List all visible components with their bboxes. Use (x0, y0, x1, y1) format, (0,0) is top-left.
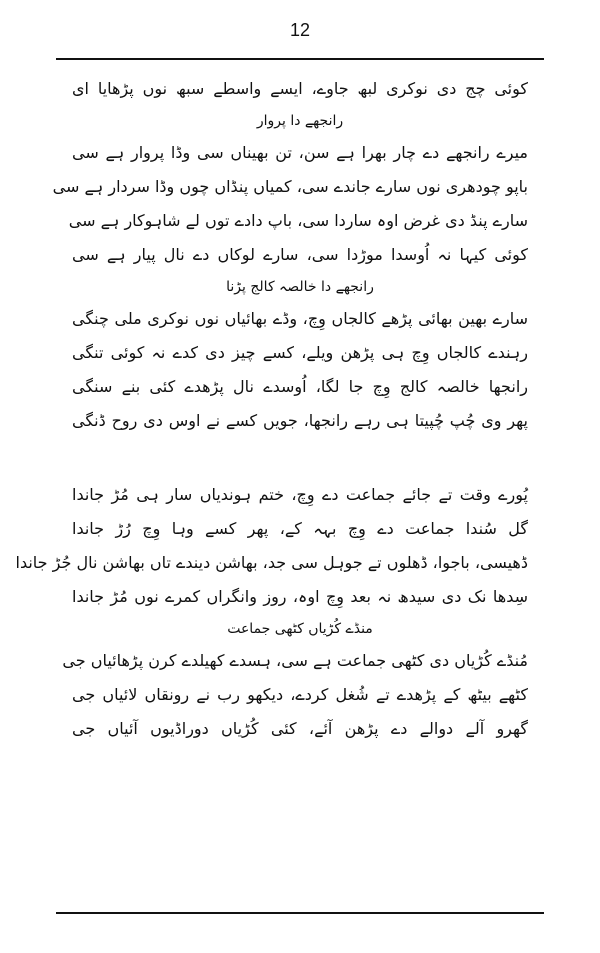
stanza-gap (72, 438, 528, 478)
poem-line: گھرو آلے دوالے دے پڑھن آئے، کئی کُڑیاں دوراڈیوں آئیاں جی (72, 719, 528, 738)
section-heading: رانجھے دا خالصہ کالج پڑنا (226, 279, 374, 295)
poem-line: سِدھا نک دی سیدھ نہ بعد وِچ اوہ، روز وانگراں کمرے نوں مُڑ جاندا (72, 587, 528, 606)
poem-line: سارے پنڈ دی غرض اوہ ساردا سی، باپ دادے توں لے شاہوکار ہے سی (68, 211, 528, 230)
poem-line: ڈھیسی، باجوا، ڈھلوں تے جوہل سی جد، بھاشن دیندے تاں بھاشن نال جُڑ جاندا (15, 553, 528, 572)
footer-rule (56, 912, 544, 914)
poem-line: پھر وی چُپ چُپیتا ہی رہے رانجھا، جویں کسے نے اوس دی روح ڈنگی (72, 411, 528, 430)
section-heading: رانجھے دا پروار (256, 113, 344, 129)
header-rule (56, 58, 544, 60)
poem-line: رہندے کالجاں وِچ ہی پڑھن ویلے، کسے چیز دی کدے نہ کوئی تنگی (72, 343, 528, 362)
poem-line: سارے بھین بھائی پڑھے کالجاں وِچ، وڈے بھائیاں نوں نوکری ملی چنگی (72, 309, 528, 328)
poem-line: مُنڈے کُڑیاں دی کٹھی جماعت ہے سی، ہسدے کھیلدے کرن پڑھائیاں جی (62, 651, 528, 670)
poem-line: باپو چودھری نوں سارے جاندے سی، کمیاں پنڈاں چوں وڈا سردار ہے سی (52, 177, 528, 196)
poem-body (15, 72, 529, 746)
section-heading: منڈے کُڑیاں کٹھی جماعت (227, 621, 373, 637)
poem-line: میرے رانجھے دے چار بھرا ہے سن، تن بھیناں سی وڈا پروار ہے سی (72, 143, 528, 162)
poem-line: رانجھا خالصہ کالج وِچ جا لگا، اُوسدے نال پڑھدے کئی بنے سنگی (72, 377, 528, 396)
poem-line: کوئی چج دی نوکری لبھ جاوے، ایسے واسطے سبھ نوں پڑھایا ای (72, 79, 528, 98)
page-number: 12 (289, 20, 311, 40)
poem-line: گل سُندا جماعت دے وِچ بہہ کے، پھر کسے وہا وِچ رُڑ جاندا (72, 519, 528, 538)
poem-line: پُورے وقت تے جائے جماعت دے وِچ، ختم ہوندیاں سار ہی مُڑ جاندا (72, 485, 529, 504)
poem-line: کوئی کیہا نہ اُوسدا موڑدا سی، سارے لوکاں دے نال پیار ہے سی (72, 245, 528, 264)
poem-line: کٹھے بیٹھ کے پڑھدے تے شُغل کردے، دیکھو رب نے رونقاں لائیاں جی (72, 685, 528, 704)
